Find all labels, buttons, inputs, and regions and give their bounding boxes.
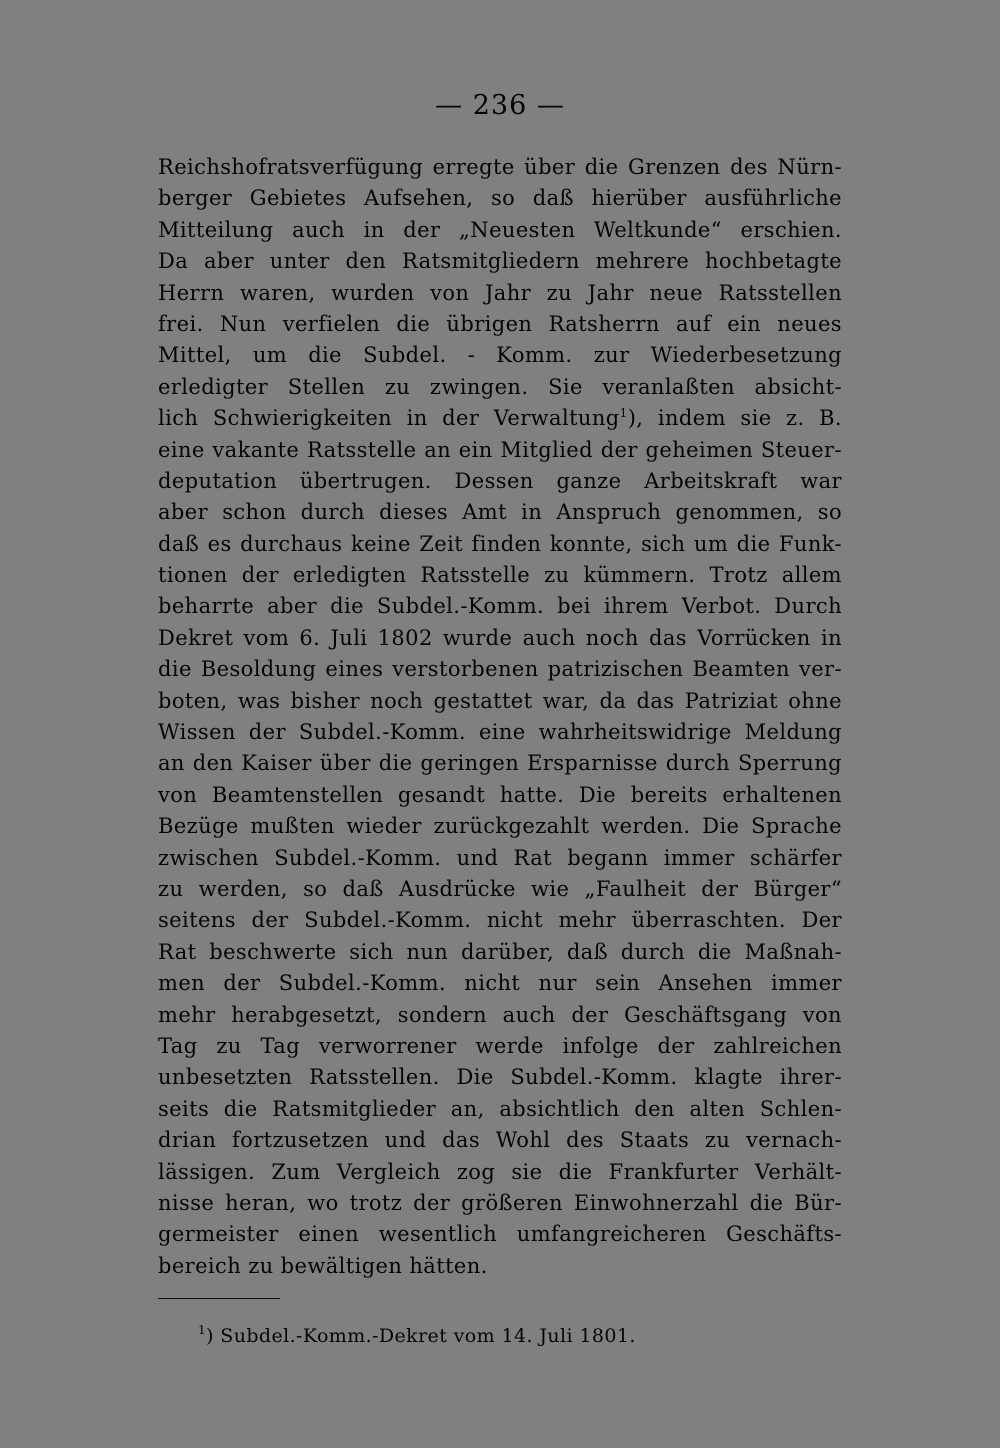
text-line-last: bereich zu bewältigen hätten.: [158, 1253, 488, 1278]
text-line: zu werden, so daß Ausdrücke wie „Faulheit der Bürger“: [158, 876, 842, 901]
text-line: frei. Nun verfielen die übrigen Ratsherrn auf ein neues: [158, 311, 842, 336]
text-line: von Beamtenstellen gesandt hatte. Die bereits erhaltenen: [158, 782, 842, 807]
footnote-divider: [158, 1298, 280, 1299]
text-segment: lich Schwierigkeiten in der Verwaltung: [158, 406, 620, 431]
text-segment: ), indem sie z. B.: [627, 406, 843, 431]
text-line: men der Subdel.-Komm. nicht nur sein Ansehen immer: [158, 971, 842, 996]
footnote: [198, 1322, 636, 1350]
text-line: Bezüge mußten wieder zurückgezahlt werden. Die Sprache: [158, 814, 842, 839]
text-line: Tag zu Tag verworrener werde infolge der zahlreichen: [158, 1033, 842, 1058]
text-line: daß es durchaus keine Zeit finden konnte, sich um die Funk-: [158, 531, 842, 556]
text-line: Dekret vom 6. Juli 1802 wurde auch noch das Vorrücken in: [158, 625, 842, 650]
text-line: Da aber unter den Ratsmitgliedern mehrere hochbetagte: [158, 249, 842, 274]
text-line: an den Kaiser über die geringen Ersparnisse durch Sperrung: [158, 751, 842, 776]
text-line: Herrn waren, wurden von Jahr zu Jahr neue Ratsstellen: [158, 280, 842, 305]
text-line: Rat beschwerte sich nun darüber, daß durch die Maßnah-: [158, 939, 842, 964]
text-line: tionen der erledigten Ratsstelle zu kümmern. Trotz allem: [158, 563, 842, 588]
text-line: erledigter Stellen zu zwingen. Sie veranlaßten absicht-: [158, 374, 842, 399]
text-line: unbesetzten Ratsstellen. Die Subdel.-Komm. klagte ihrer-: [158, 1065, 842, 1090]
text-line: Mittel, um die Subdel. - Komm. zur Wiederbesetzung: [158, 343, 842, 368]
text-line: die Besoldung eines verstorbenen patrizischen Beamten ver-: [158, 657, 842, 682]
text-line: Wissen der Subdel.-Komm. eine wahrheitswidrige Meldung: [158, 720, 842, 745]
footnote-reference[interactable]: 1: [619, 406, 628, 421]
text-line: seitens der Subdel.-Komm. nicht mehr überraschten. Der: [158, 908, 842, 933]
text-line: drian fortzusetzen und das Wohl des Staats zu vernach-: [158, 1128, 842, 1153]
text-line: lässigen. Zum Vergleich zog sie die Frankfurter Verhält-: [158, 1159, 842, 1184]
footnote-text: ) Subdel.-Komm.-Dekret vom 14. Juli 1801.: [206, 1325, 636, 1347]
text-line: Reichshofratsverfügung erregte über die Grenzen des Nürn-: [158, 155, 842, 179]
text-line: boten, was bisher noch gestattet war, da das Patriziat ohne: [158, 688, 842, 713]
footnote-marker: 1: [198, 1323, 207, 1337]
text-line: germeister einen wesentlich umfangreicheren Geschäfts-: [158, 1222, 842, 1247]
text-line: deputation übertrugen. Dessen ganze Arbeitskraft war: [158, 468, 842, 493]
text-line: Mitteilung auch in der „Neuesten Weltkunde“ erschien.: [158, 217, 842, 242]
page-number: — 236 —: [435, 90, 565, 121]
text-line: aber schon durch dieses Amt in Anspruch genommen, so: [158, 500, 842, 525]
text-line: eine vakante Ratsstelle an ein Mitglied der geheimen Steuer-: [158, 437, 842, 462]
text-line: seits die Ratsmitglieder an, absichtlich den alten Schlen-: [158, 1096, 842, 1121]
text-line: zwischen Subdel.-Komm. und Rat begann immer schärfer: [158, 845, 842, 870]
text-line: mehr herabgesetzt, sondern auch der Geschäftsgang von: [158, 1002, 842, 1027]
text-line: berger Gebietes Aufsehen, so daß hierüber ausführliche: [158, 186, 842, 211]
text-line-with-footnote: [158, 403, 842, 434]
text-line: beharrte aber die Subdel.-Komm. bei ihrem Verbot. Durch: [158, 594, 842, 619]
text-line: nisse heran, wo trotz der größeren Einwohnerzahl die Bür-: [158, 1190, 842, 1215]
body-text: [158, 152, 842, 1282]
